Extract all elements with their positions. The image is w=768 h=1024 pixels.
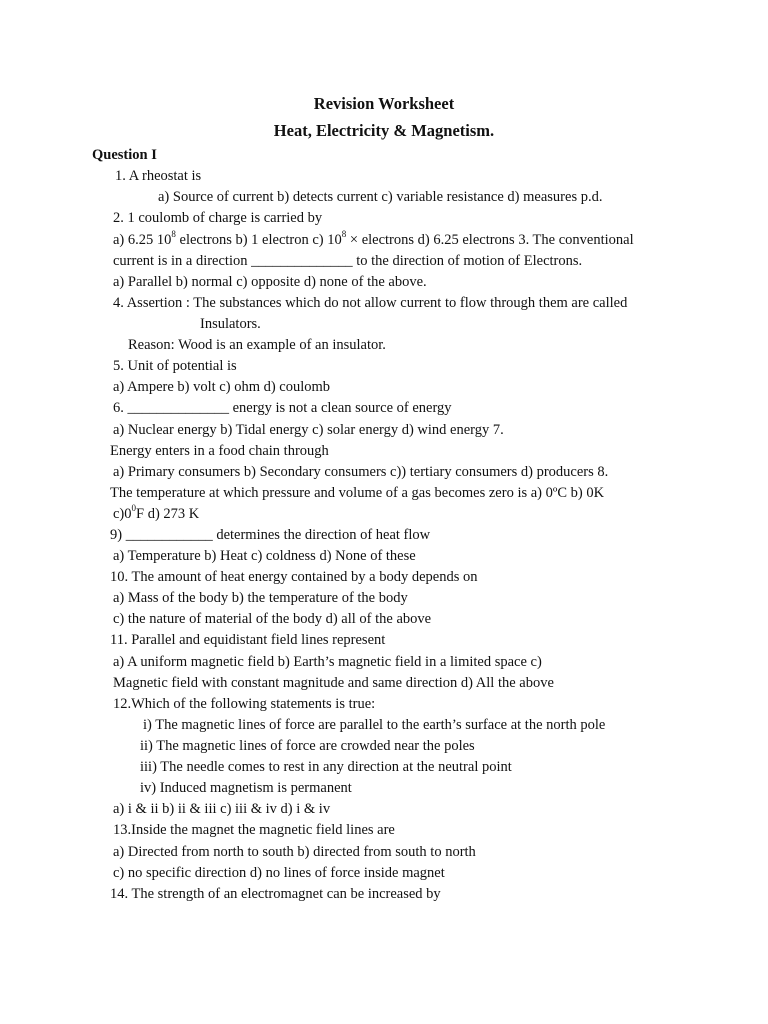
question-12-statement-2: ii) The magnetic lines of force are crowded near the poles [140,738,475,754]
question-12-statement-1: i) The magnetic lines of force are parallel to the earth’s surface at the north pole [143,717,606,733]
question-8-options [113,505,199,523]
question-7-options: a) Primary consumers b) Secondary consumers c)) tertiary consumers d) producers 8. [113,464,609,480]
question-5-options: a) Ampere b) volt c) ohm d) coulomb [113,379,331,395]
question-10-options-2: c) the nature of material of the body d) all of the above [113,611,432,627]
question-3-options: a) Parallel b) normal c) opposite d) none of the above. [113,274,427,290]
question-4-assertion: 4. Assertion : The substances which do not allow current to flow through them are called [113,295,628,311]
question-8-stem: The temperature at which pressure and volume of a gas becomes zero is a) 0ºC b) 0K [110,485,605,501]
superscript-exponent: 8 [341,229,347,240]
question-12-statement-3: iii) The needle comes to rest in any direction at the neutral point [140,759,512,775]
question-12-options: a) i & ii b) ii & iii c) iii & iv d) i & iv [113,801,331,817]
superscript-exponent: 8 [171,229,176,240]
question-2-stem: 2. 1 coulomb of charge is carried by [113,210,323,226]
question-8-options-part: c)0 [113,506,132,522]
question-12-stem: 12.Which of the following statements is true: [113,696,376,712]
question-1-options: a) Source of current b) detects current c) variable resistance d) measures p.d. [158,189,603,205]
question-6-stem: 6. ______________ energy is not a clean source of energy [113,400,452,416]
question-2-options-part: × electrons d) 6.25 electrons 3. The conventional [346,232,634,248]
question-11-options-1: a) A uniform magnetic field b) Earth’s magnetic field in a limited space c) [113,654,542,670]
question-6-options: a) Nuclear energy b) Tidal energy c) solar energy d) wind energy 7. [113,422,504,438]
section-heading: Question I [92,147,157,163]
question-2-options [113,231,634,249]
question-8-options-part: F d) 273 K [136,506,200,522]
worksheet-title: Revision Worksheet [313,94,455,113]
question-11-stem: 11. Parallel and equidistant field lines represent [110,632,386,648]
question-13-options-1: a) Directed from north to south b) directed from south to north [113,844,476,860]
question-3-stem: current is in a direction ______________ to the direction of motion of Electrons. [113,253,583,269]
question-10-options-1: a) Mass of the body b) the temperature of the body [113,590,408,606]
question-11-options-2: Magnetic field with constant magnitude and same direction d) All the above [113,675,554,691]
worksheet-subtitle: Heat, Electricity & Magnetism. [273,121,495,140]
question-4-reason: Reason: Wood is an example of an insulator. [128,337,386,353]
question-13-stem: 13.Inside the magnet the magnetic field lines are [113,822,395,838]
question-7-stem: Energy enters in a food chain through [110,443,329,459]
question-14-stem: 14. The strength of an electromagnet can be increased by [110,886,441,902]
question-1-stem: 1. A rheostat is [115,168,202,184]
superscript-degree: 0 [131,503,137,514]
question-4-assertion-continued: Insulators. [200,316,261,332]
question-10-stem: 10. The amount of heat energy contained by a body depends on [110,569,478,585]
question-2-options-part: electrons b) 1 electron c) 10 [175,232,342,248]
question-9-stem: 9) ____________ determines the direction of heat flow [110,527,431,543]
question-5-stem: 5. Unit of potential is [113,358,237,374]
question-2-options-part: a) 6.25 10 [113,232,172,248]
question-9-options: a) Temperature b) Heat c) coldness d) None of these [113,548,416,564]
question-12-statement-4: iv) Induced magnetism is permanent [140,780,352,796]
question-13-options-2: c) no specific direction d) no lines of force inside magnet [113,865,445,881]
